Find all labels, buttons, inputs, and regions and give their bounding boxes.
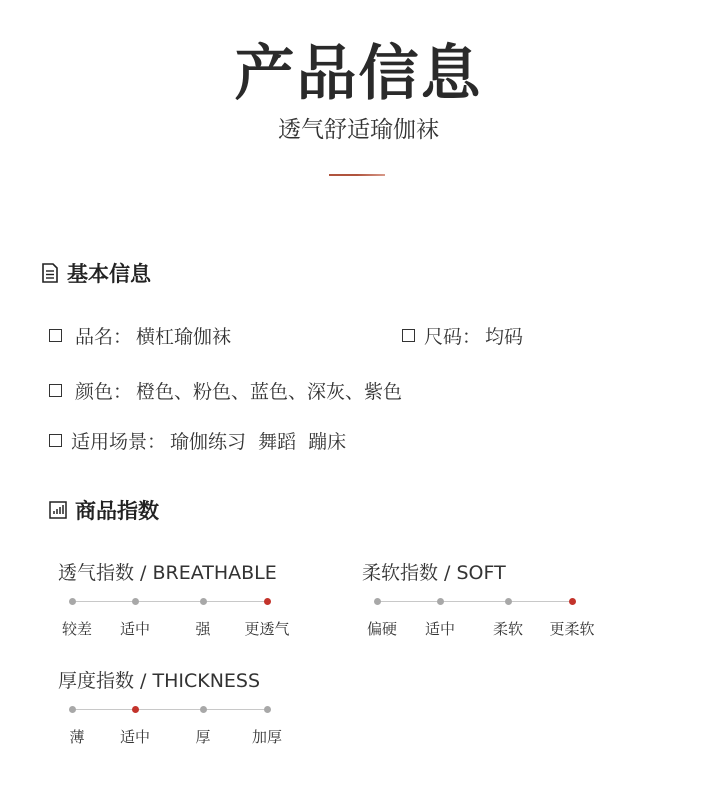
scale-dot (374, 598, 381, 605)
scale-line (377, 601, 575, 602)
basic-info-heading (41, 258, 151, 288)
scale-dot (437, 598, 444, 605)
checkbox-icon (49, 434, 62, 447)
scale-dot (200, 706, 207, 713)
info-label: 品名： (75, 326, 133, 348)
scale-level-label: 更透气 (244, 620, 290, 638)
info-value: 橙色、粉色、蓝色、深灰、紫色 (136, 381, 403, 403)
scale-dot (505, 598, 512, 605)
scale-level-label: 厚 (195, 728, 211, 746)
info-label: 颜色： (75, 381, 133, 403)
scale-dot (69, 706, 76, 713)
scale-level-label: 强 (195, 620, 211, 638)
scale-dot (69, 598, 76, 605)
thickness-index-scale (60, 701, 300, 751)
scale-level-label: 薄 (69, 728, 85, 746)
page-subtitle: 透气舒适瑜伽袜 (278, 117, 439, 143)
basic-info-heading-label: 基本信息 (67, 262, 151, 286)
scale-dot-selected (264, 598, 271, 605)
scale-level-label: 适中 (119, 728, 151, 746)
scale-dot (264, 706, 271, 713)
breathable-index-title: 透气指数 / BREATHABLE (58, 562, 277, 584)
info-label: 适用场景： (71, 431, 167, 453)
scale-dot-selected (132, 706, 139, 713)
soft-index-title: 柔软指数 / SOFT (362, 562, 506, 584)
scale-dot (132, 598, 139, 605)
scale-dot-selected (569, 598, 576, 605)
scale-level-label: 适中 (119, 620, 151, 638)
checkbox-icon (402, 329, 415, 342)
info-row-color (49, 377, 402, 404)
index-heading (49, 495, 159, 525)
scale-line (72, 709, 270, 710)
info-value: 均码 (485, 326, 524, 348)
document-icon (41, 263, 59, 283)
info-row-name (49, 322, 231, 349)
soft-index-scale (365, 593, 605, 643)
info-row-scene (49, 427, 346, 454)
info-value: 瑜伽练习 舞蹈 蹦床 (170, 431, 347, 453)
index-heading-label: 商品指数 (75, 499, 159, 523)
scale-level-label: 适中 (424, 620, 456, 638)
scale-level-label: 更柔软 (549, 620, 595, 638)
info-value: 横杠瑜伽袜 (136, 326, 232, 348)
page-title: 产品信息 (234, 39, 483, 109)
thickness-index-title: 厚度指数 / THICKNESS (58, 670, 261, 692)
info-row-size (402, 322, 523, 349)
bar-chart-icon (49, 501, 67, 519)
checkbox-icon (49, 329, 62, 342)
scale-dot (200, 598, 207, 605)
scale-level-label: 加厚 (251, 728, 283, 746)
scale-level-label: 较差 (61, 620, 93, 638)
scale-level-label: 偏硬 (366, 620, 398, 638)
info-label: 尺码： (424, 326, 482, 348)
breathable-index-scale (60, 593, 300, 643)
checkbox-icon (49, 384, 62, 397)
scale-level-label: 柔软 (492, 620, 524, 638)
title-divider (329, 174, 385, 176)
scale-line (72, 601, 270, 602)
